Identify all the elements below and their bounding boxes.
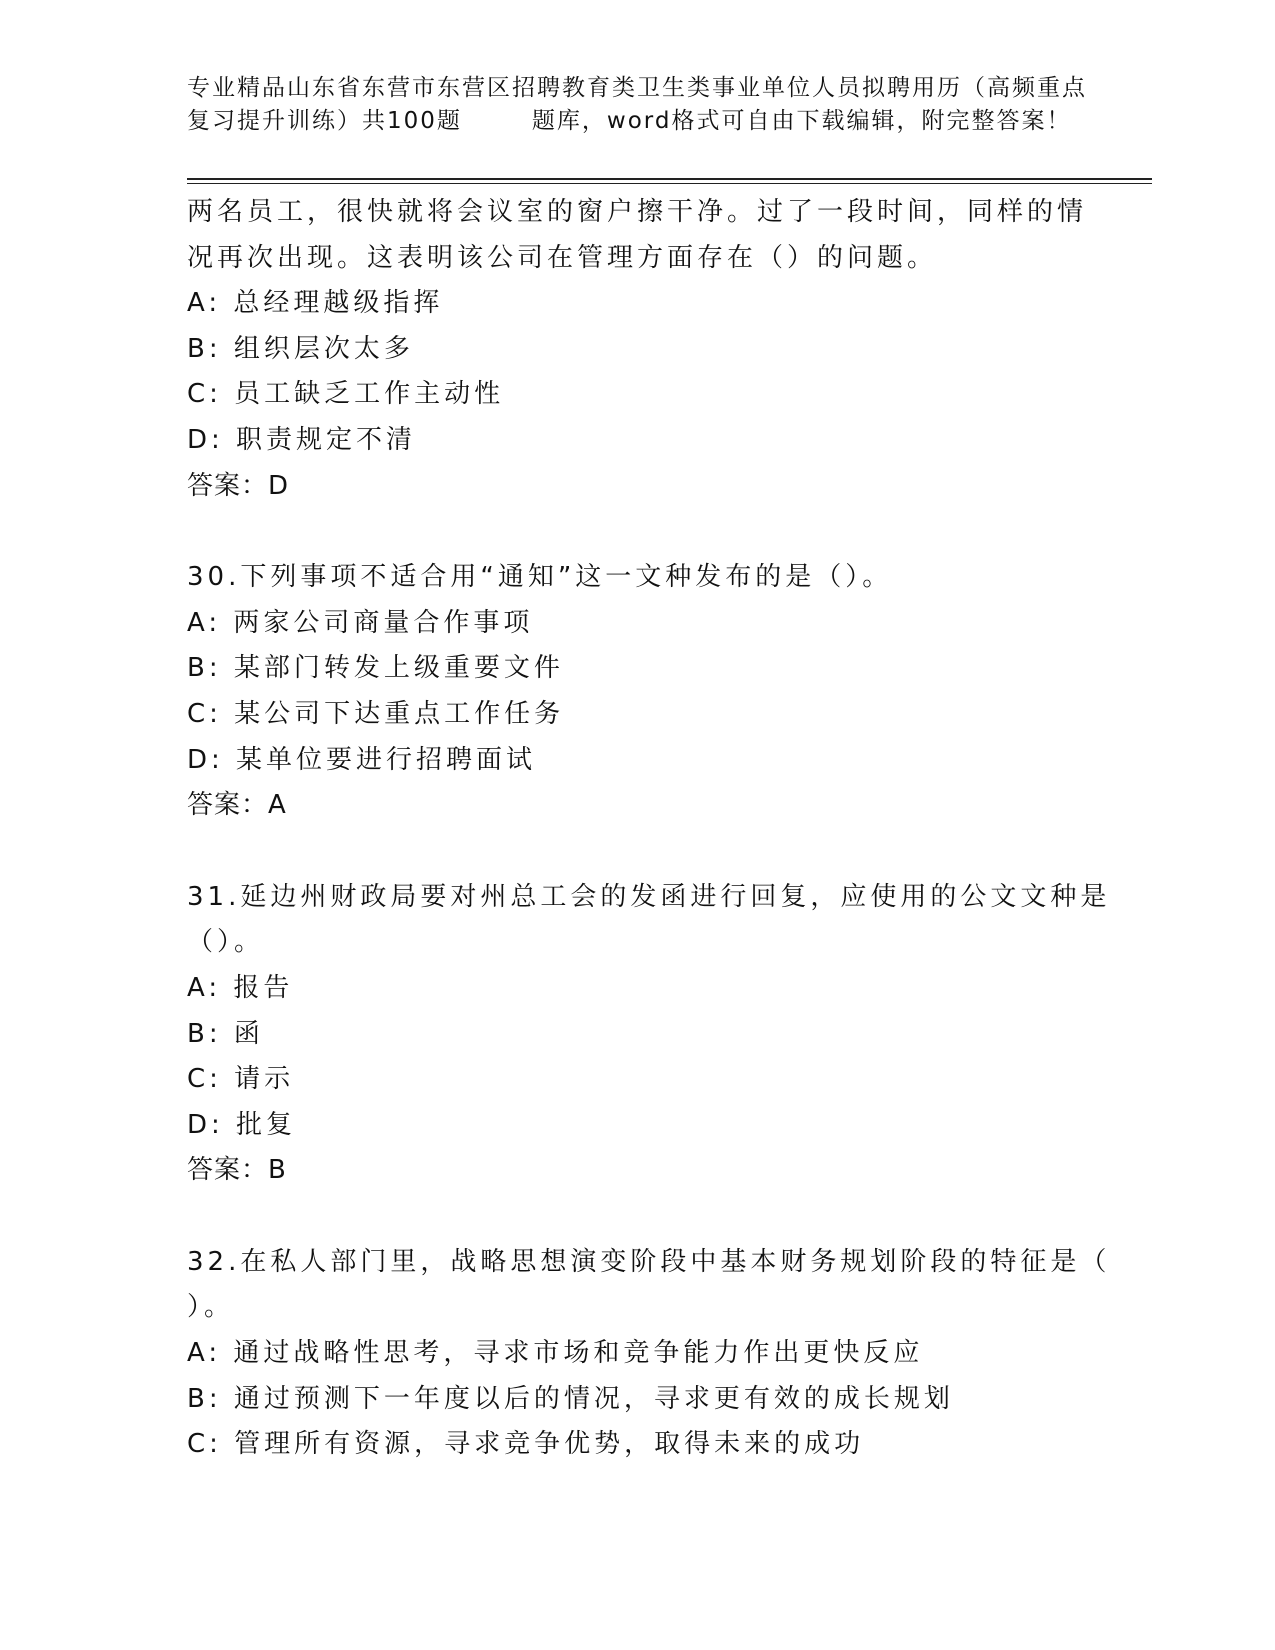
header-title-line-2: [187, 105, 1087, 138]
question-block-continued: [187, 190, 1087, 509]
question-block-30: [187, 555, 1087, 829]
option-d: D: 某单位要进行招聘面试: [187, 744, 537, 775]
header-title-line-1: 专业精品山东省东营市东营区招聘教育类卫生类事业单位人员拟聘用历（高频重点: [187, 75, 1087, 101]
question-text-line: 况再次出现。这表明该公司在管理方面存在（）的问题。: [187, 242, 938, 273]
question-text-line: ）。: [187, 1292, 235, 1323]
option-b: B: 通过预测下一年度以后的情况，寻求更有效的成长规划: [187, 1383, 954, 1414]
option-c: C: 管理所有资源，寻求竞争优势，取得未来的成功: [187, 1429, 865, 1460]
answer-line: 答案：D: [187, 470, 290, 501]
option-a: A: 通过战略性思考，寻求市场和竞争能力作出更快反应: [187, 1338, 924, 1369]
option-c: C: 请示: [187, 1064, 295, 1095]
document-header: [187, 72, 1087, 138]
question-text-line: 两名员工，很快就将会议室的窗户擦干净。过了一段时间，同样的情: [187, 197, 1088, 227]
option-b: B: 组织层次太多: [187, 333, 414, 364]
page-content: [187, 190, 1111, 1468]
question-block-32: [187, 1240, 1111, 1468]
header-divider-thick: [187, 178, 1152, 180]
question-text-line: （）。: [187, 927, 265, 958]
answer-line: 答案：B: [187, 1155, 287, 1186]
option-a: A: 报告: [187, 972, 294, 1003]
option-c: C: 某公司下达重点工作任务: [187, 698, 565, 729]
option-b: B: 某部门转发上级重要文件: [187, 653, 564, 684]
answer-line: 答案：A: [187, 790, 287, 821]
header-title-line-2-right: 题库，word格式可自由下载编辑，附完整答案！: [531, 108, 1072, 134]
option-a: A: 两家公司商量合作事项: [187, 607, 534, 638]
question-text-line: 31.延边州财政局要对州总工会的发函进行回复，应使用的公文文种是: [187, 881, 1111, 912]
option-b: B: 函: [187, 1018, 264, 1049]
question-text-line: 32.在私人部门里，战略思想演变阶段中基本财务规划阶段的特征是（: [187, 1246, 1111, 1277]
option-c: C: 员工缺乏工作主动性: [187, 379, 505, 410]
question-block-31: [187, 875, 1111, 1194]
question-text-line: 30.下列事项不适合用“通知”这一文种发布的是（）。: [187, 562, 893, 593]
option-d: D: 职责规定不清: [187, 424, 417, 455]
header-divider-thin: [187, 183, 1152, 184]
option-a: A: 总经理越级指挥: [187, 288, 444, 319]
option-d: D: 批复: [187, 1109, 297, 1140]
header-title-line-2-left: 复习提升训练）共100题: [187, 108, 462, 134]
